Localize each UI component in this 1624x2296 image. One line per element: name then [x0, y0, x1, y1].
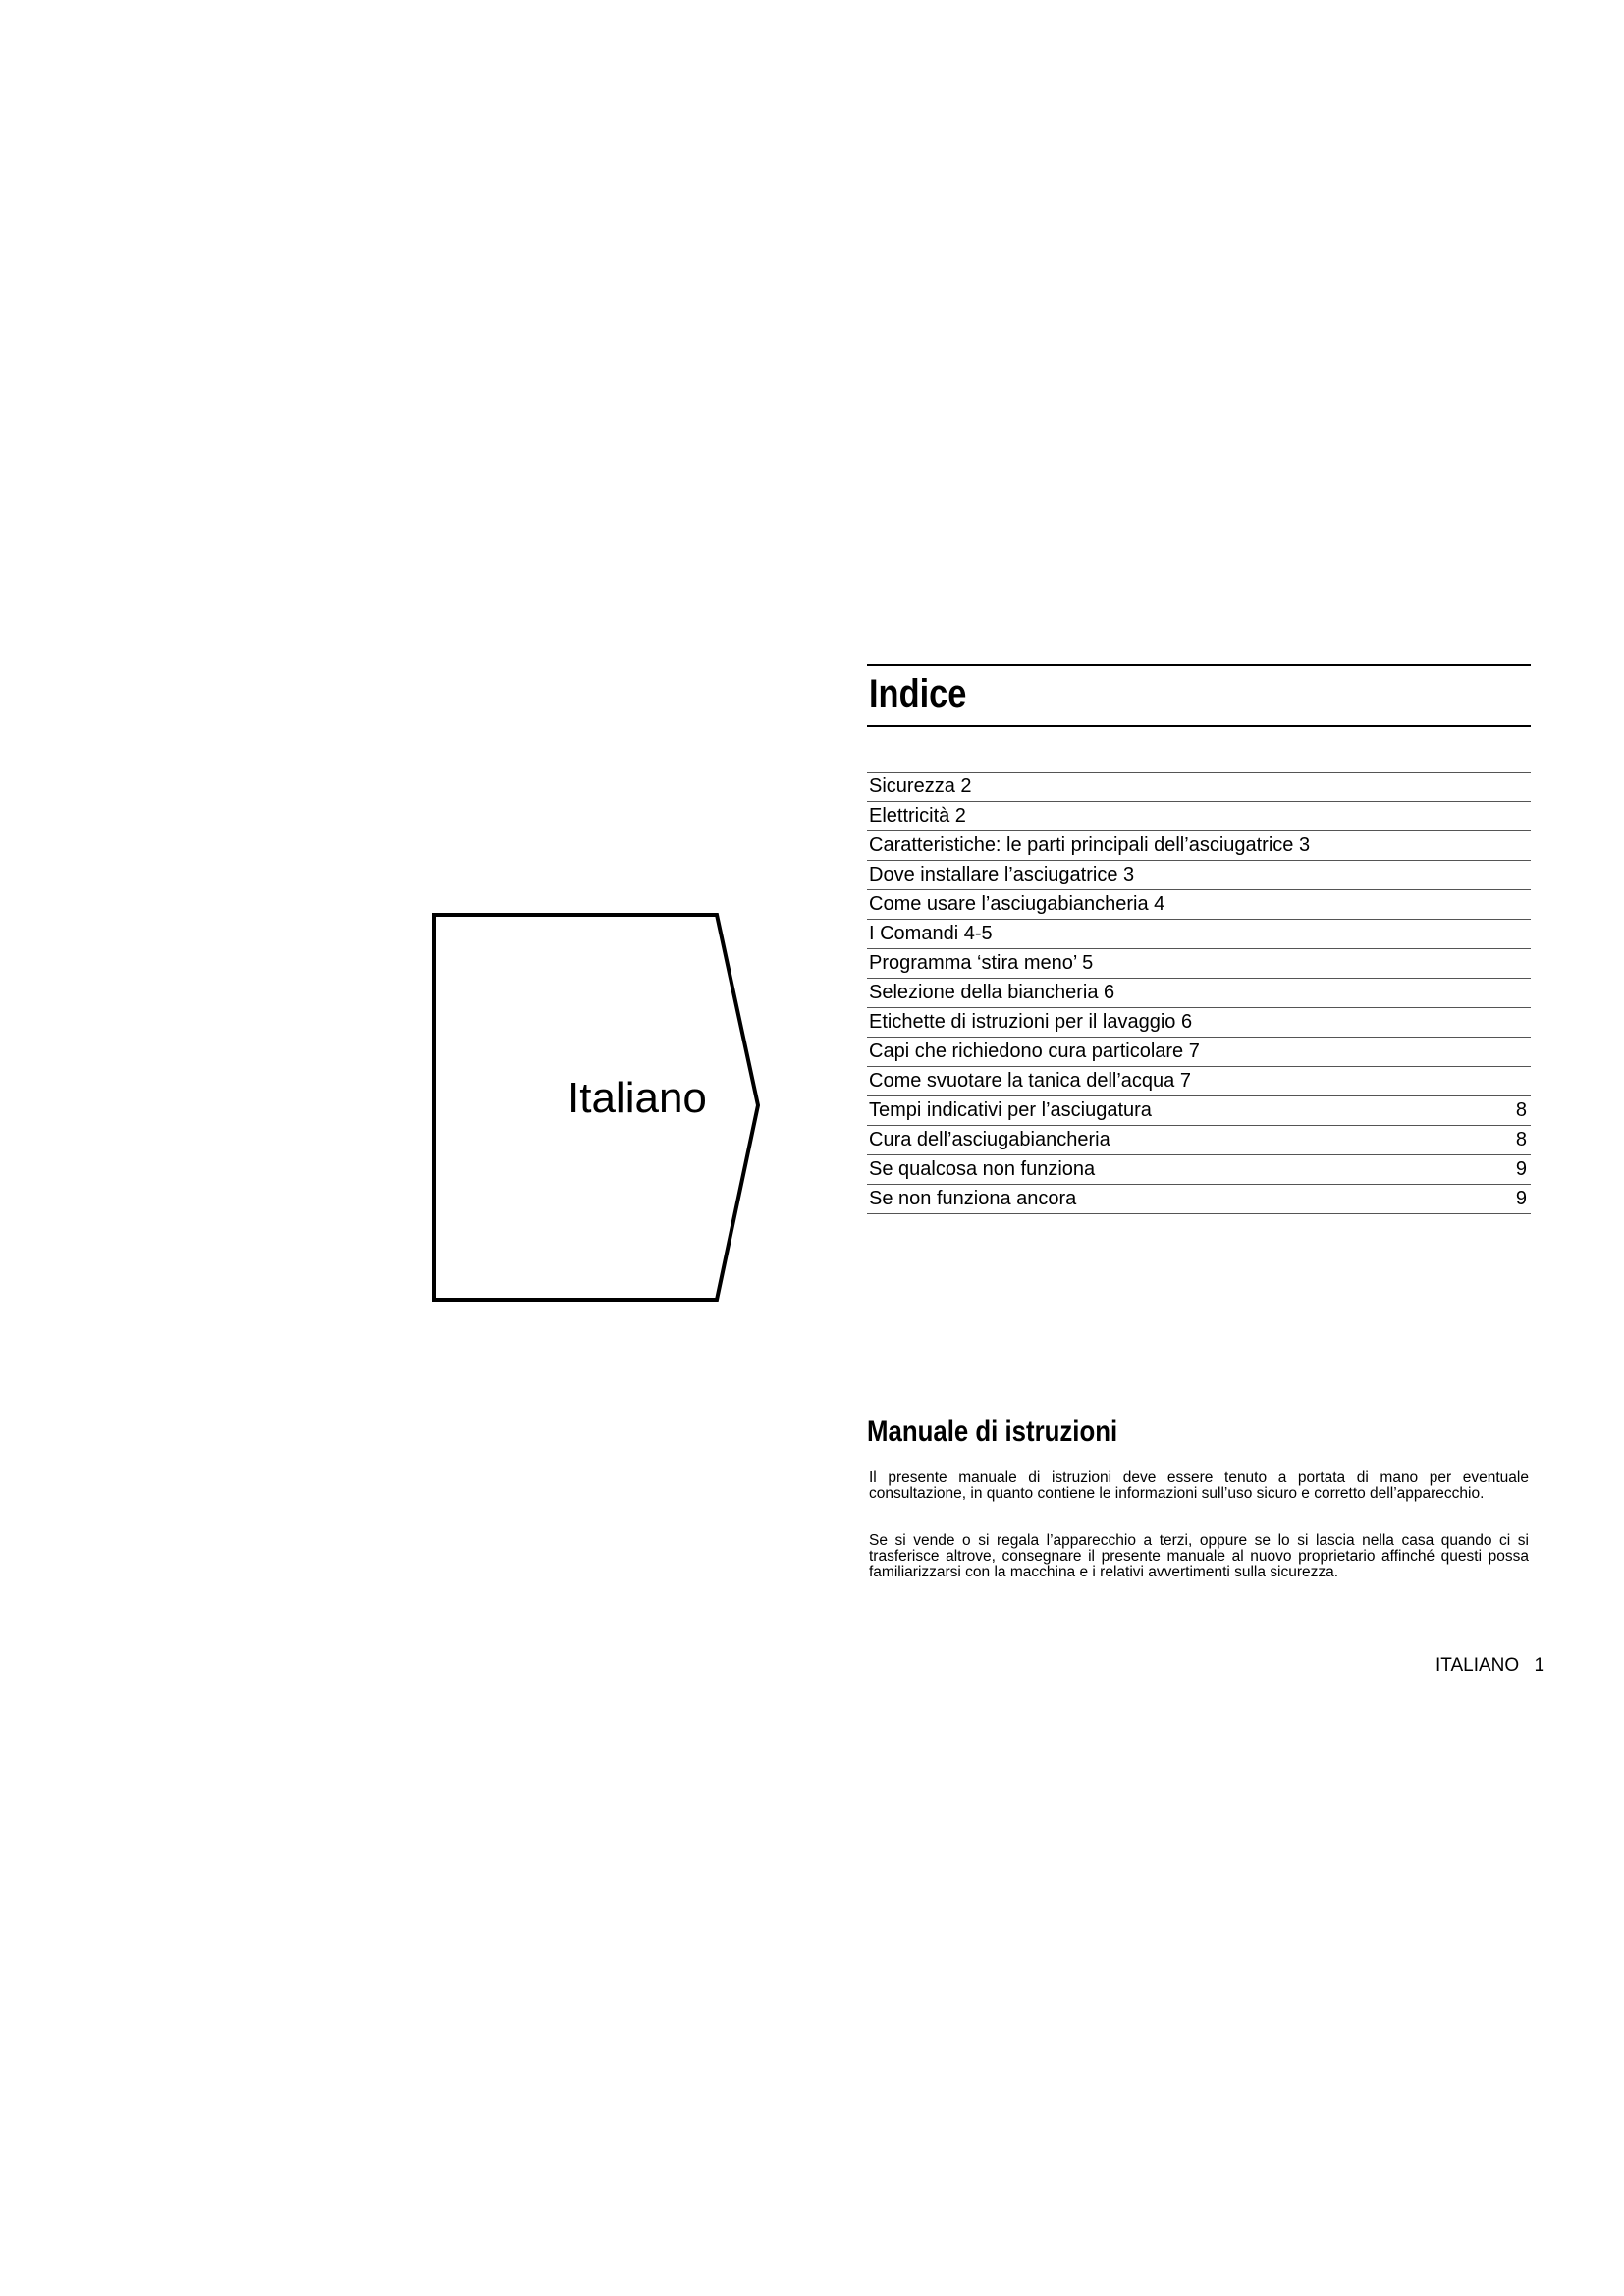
- toc-entry-label: Come usare l’asciugabiancheria 4: [869, 893, 1165, 915]
- toc-entry: [867, 831, 1531, 861]
- toc-entry-page: 8: [1515, 1099, 1527, 1121]
- toc-entry-label: Se qualcosa non funziona: [869, 1158, 1096, 1180]
- toc-entry: [867, 1067, 1531, 1096]
- toc-entry-page: 9: [1515, 1188, 1527, 1209]
- toc-entry-label: Cura dell’asciugabiancheria: [869, 1129, 1110, 1150]
- toc-entry-page: 9: [1515, 1158, 1527, 1180]
- page-number: 1: [1534, 1655, 1545, 1676]
- toc-entry: [867, 1155, 1531, 1185]
- language-tab-label: Italiano: [568, 1074, 707, 1122]
- index-title-bar: [867, 664, 1531, 727]
- toc-entry: [867, 1126, 1531, 1155]
- toc-entry: [867, 773, 1531, 802]
- language-tab: [428, 909, 764, 1306]
- toc-entry: [867, 1038, 1531, 1067]
- toc-entry-label: Dove installare l’asciugatrice 3: [869, 864, 1135, 885]
- toc-entry-label: Etichette di istruzioni per il lavaggio 6: [869, 1011, 1193, 1033]
- toc-entry-label: Tempi indicativi per l’asciugatura: [869, 1099, 1152, 1121]
- toc-entry-label: Programma ‘stira meno’ 5: [869, 952, 1094, 974]
- toc-entry: [867, 802, 1531, 831]
- toc-entry: [867, 1185, 1531, 1214]
- toc-entry-label: Selezione della biancheria 6: [869, 982, 1115, 1003]
- table-of-contents: [867, 772, 1531, 1214]
- toc-entry-label: Elettricità 2: [869, 805, 966, 827]
- index-title: Indice: [869, 672, 967, 716]
- toc-entry: [867, 1096, 1531, 1126]
- index-section: [867, 664, 1531, 1209]
- manual-section: [867, 1415, 1531, 1580]
- toc-entry-label: Caratteristiche: le parti principali dell’asciugatrice 3: [869, 834, 1311, 856]
- toc-entry-label: I Comandi 4-5: [869, 923, 993, 944]
- manual-paragraph: Se si vende o si regala l’apparecchio a terzi, oppure se lo si lascia nella casa quando ci si trasferisce altrove, consegnare il presente manuale al nuovo proprietario affinché questi possa familiarizzarsi con la macchina e i relativi avvertimenti sulla sicurezza.: [869, 1532, 1529, 1580]
- toc-entry-label: Capi che richiedono cura particolare 7: [869, 1041, 1200, 1062]
- toc-entry: [867, 920, 1531, 949]
- footer-language-label: ITALIANO: [1435, 1655, 1520, 1676]
- toc-entry-page: 8: [1515, 1129, 1527, 1150]
- toc-entry-label: Se non funziona ancora: [869, 1188, 1077, 1209]
- manual-paragraph: Il presente manuale di istruzioni deve essere tenuto a portata di mano per eventuale consultazione, in quanto contiene le informazioni sull’uso sicuro e corretto dell’apparecchio.: [869, 1469, 1529, 1502]
- toc-entry-label: Come svuotare la tanica dell’acqua 7: [869, 1070, 1191, 1092]
- toc-entry-label: Sicurezza 2: [869, 775, 972, 797]
- toc-entry: [867, 1008, 1531, 1038]
- manual-title: Manuale di istruzioni: [867, 1415, 1118, 1448]
- toc-entry: [867, 890, 1531, 920]
- page-footer: [1435, 1655, 1544, 1677]
- toc-entry: [867, 861, 1531, 890]
- toc-entry: [867, 949, 1531, 979]
- toc-entry: [867, 979, 1531, 1008]
